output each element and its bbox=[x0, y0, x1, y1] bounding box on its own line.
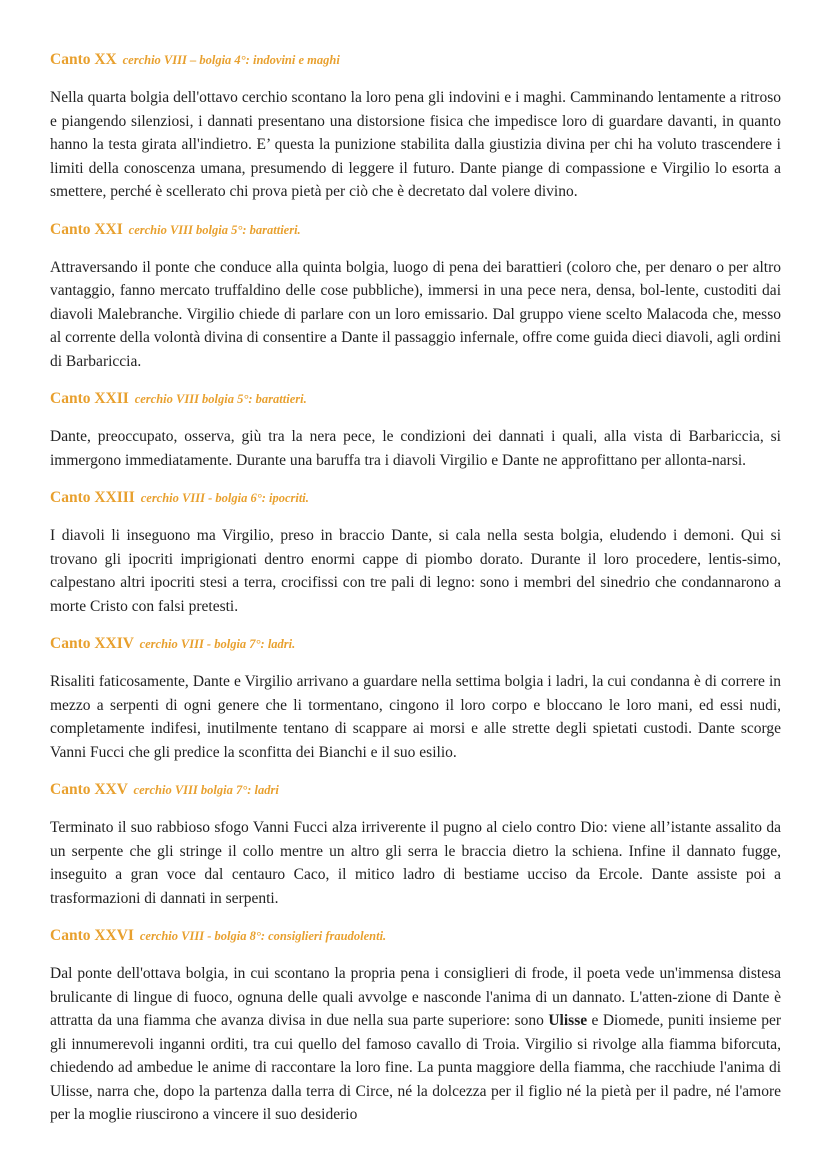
canto-title: Canto XXI bbox=[50, 220, 123, 238]
canto-subtitle: cerchio VIII – bolgia 4°: indovini e maghi bbox=[122, 53, 340, 67]
canto-xxvi-heading bbox=[50, 926, 781, 946]
canto-xxiii-heading bbox=[50, 488, 781, 508]
document-page bbox=[50, 50, 781, 1143]
canto-xxi-heading bbox=[50, 220, 781, 240]
canto-subtitle: cerchio VIII - bolgia 7°: ladri. bbox=[139, 637, 296, 651]
canto-subtitle: cerchio VIII bolgia 5°: barattieri. bbox=[128, 222, 301, 237]
canto-xxiii-paragraph: I diavoli li inseguono ma Virgilio, preso in braccio Dante, si cala nella sesta bolgia, eludendo i demoni. Qui si trovano gli ipocriti imprigionati dentro enormi cappe di piombo dorato. Durante il loro procedere, lentis-simo, calpestano altri ipocriti stesi a terra, crocifissi con tre pali di legno: sono i membri del sinedrio che condannarono a morte Cristo con falsi pretesti. bbox=[50, 527, 781, 615]
canto-title: Canto XXIII bbox=[50, 489, 135, 506]
canto-xx-heading bbox=[50, 50, 781, 70]
paragraph-text: e Diomede, puniti insieme per gli innumerevoli inganni orditi, tra cui quello del famoso cavallo di Troia. Virgilio si rivolge alla fiamma biforcuta, chiedendo ad ambedue le anime di raccontare la loro fine. La punta maggiore della fiamma, che racchiude l'anima di Ulisse, narra che, dopo la partenza dalla terra di Circe, né la dolcezza per il figlio né la pietà per il padre, né l'amore per la moglie riuscirono a vincere il suo desiderio bbox=[50, 1012, 781, 1123]
canto-title: Canto XX bbox=[50, 51, 117, 68]
canto-xxv-paragraph: Terminato il suo rabbioso sfogo Vanni Fucci alza irriverente il pugno al cielo contro Dio: viene all’istante assalito da un serpente che gli stringe il collo mentre un altro gli serra le braccia dietro la schiena. Infine il dannato fugge, inseguito a gran voce dal centauro Caco, il mitico ladro di bestiame ucciso da Ercole. Dante assiste poi a trasformazioni di dannati in serpenti. bbox=[50, 819, 781, 907]
canto-xxiv-paragraph: Risaliti faticosamente, Dante e Virgilio arrivano a guardare nella settima bolgia i ladri, la cui condanna è di correre in mezzo a serpenti di ogni genere che li tormentano, cingono il loro corpo e bloccano le loro mani, ed essi nudi, completamente indifesi, inutilmente tentano di scappare ai morsi e alle strette degli spietati custodi. Dante scorge Vanni Fucci che gli predice la sconfitta dei Bianchi e il suo esilio. bbox=[50, 673, 781, 761]
canto-xxii-paragraph: Dante, preoccupato, osserva, giù tra la nera pece, le condizioni dei dannati i quali, alla vista di Barbariccia, si immergono immediatamente. Durante una baruffa tra i diavoli Virgilio e Dante ne approfittano per allonta-narsi. bbox=[50, 428, 781, 469]
canto-title: Canto XXII bbox=[50, 390, 129, 407]
canto-title: Canto XXIV bbox=[50, 635, 134, 652]
bold-name-ulisse: Ulisse bbox=[548, 1012, 588, 1029]
canto-subtitle: cerchio VIII - bolgia 6°: ipocriti. bbox=[140, 491, 309, 505]
canto-xxi-paragraph: Attraversando il ponte che conduce alla quinta bolgia, luogo di pena dei barattieri (coloro che, per denaro o per altro vantaggio, fanno mercato truffaldino delle cose pubbliche), immersi in una pece nera, densa, bol-lente, custoditi dai diavoli Malebranche. Virgilio chiede di parlare con un loro emissario. Dal gruppo viene scelto Malacoda che, messo al corrente della volontà divina di consentire a Dante il passaggio infernale, offre come guida dieci diavoli, agli ordini di Barbariccia. bbox=[50, 258, 781, 370]
canto-subtitle: cerchio VIII bolgia 7°: ladri bbox=[133, 783, 279, 797]
canto-xxvi-paragraph bbox=[50, 962, 781, 1127]
canto-title: Canto XXVI bbox=[50, 927, 134, 944]
canto-subtitle: cerchio VIII - bolgia 8°: consiglieri fraudolenti. bbox=[139, 929, 387, 943]
canto-xxii-heading bbox=[50, 389, 781, 409]
paragraph-text: Dal ponte dell'ottava bolgia, in cui scontano la propria pena i consiglieri di frode, il poeta vede un'immensa distesa brulicante di lingue di fuoco, ognuna delle quali avvolge e nasconde l'anima di un dannato. L'atten-zione di Dante è attratta da una fiamma che avanza divisa in due nella sua parte superiore: sono bbox=[50, 965, 781, 1029]
canto-xx-paragraph: Nella quarta bolgia dell'ottavo cerchio scontano la loro pena gli indovini e i maghi. Camminando lentamente a ritroso e piangendo silenziosi, i dannati presentano una distorsione fisica che impedisce loro di guardare davanti, in quanto hanno la testa girata all'indietro. E’ questa la punizione stabilita dalla giustizia divina per chi ha voluto trascendere i limiti della conoscenza umana, presumendo di leggere il futuro. Dante piange di compassione e Virgilio lo esorta a smettere, perché è scellerato chi prova pietà per ciò che è decretato dal volere divino. bbox=[50, 89, 781, 200]
canto-title: Canto XXV bbox=[50, 781, 128, 798]
canto-xxiv-heading bbox=[50, 634, 781, 654]
canto-subtitle: cerchio VIII bolgia 5°: barattieri. bbox=[134, 392, 307, 406]
canto-xxv-heading bbox=[50, 780, 781, 800]
